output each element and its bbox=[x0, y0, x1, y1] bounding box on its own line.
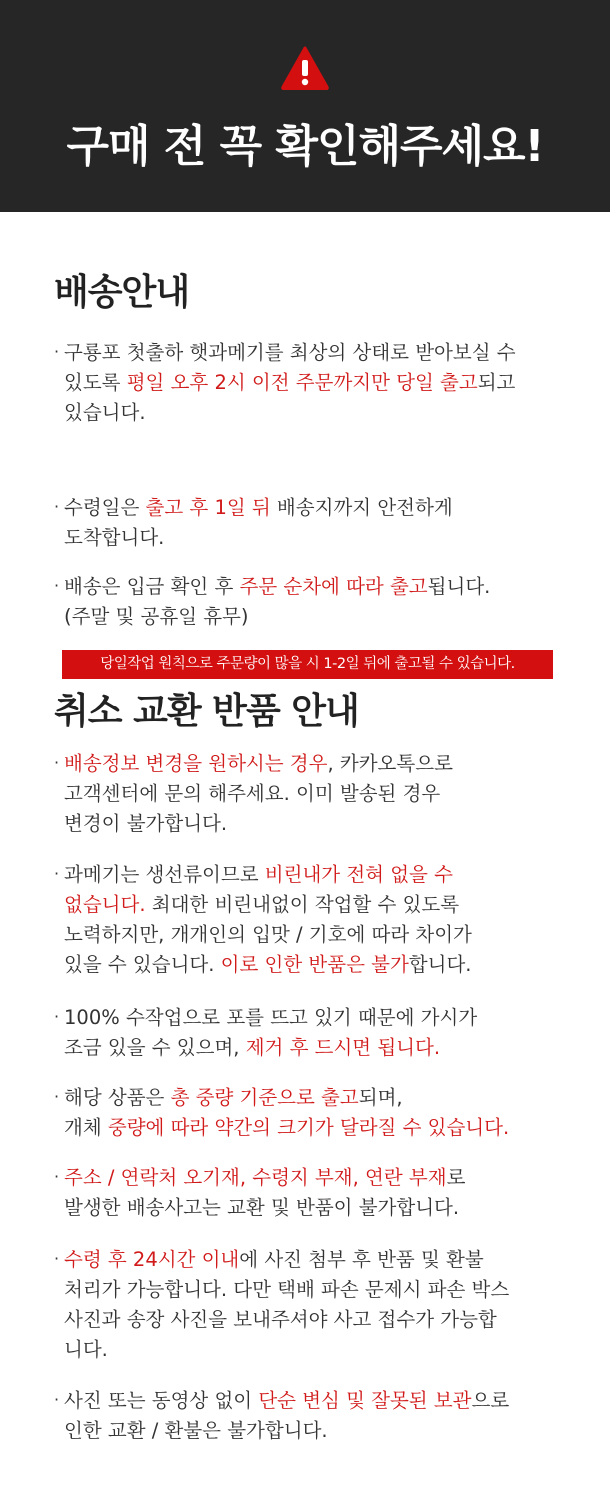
text: 수령일은 bbox=[64, 496, 146, 519]
text: 니다. bbox=[64, 1338, 108, 1361]
cancel-item-5 bbox=[54, 1163, 574, 1223]
text: 배송지까지 안전하게 bbox=[270, 496, 453, 519]
text: 100% 수작업으로 포를 뜨고 있기 때문에 가시가 bbox=[64, 1006, 478, 1029]
page-title: 구매 전 꼭 확인해주세요! bbox=[66, 121, 544, 172]
text: 되고 bbox=[477, 371, 516, 394]
text: 도착합니다. bbox=[64, 526, 165, 549]
text: 고객센터에 문의 해주세요. 이미 발송된 경우 bbox=[64, 782, 441, 805]
text: (주말 및 공휴일 휴무) bbox=[64, 605, 249, 628]
cancel-item-2 bbox=[54, 860, 574, 980]
highlight-text: 주소 / 연락처 오기재, 수령지 부재, 연란 부재 bbox=[64, 1166, 447, 1189]
text: 으로 bbox=[471, 1389, 510, 1412]
bullet: · bbox=[54, 1007, 60, 1026]
section-title-shipping: 배송안내 bbox=[54, 272, 190, 313]
highlight-text: 단순 변심 및 잘못된 보관 bbox=[258, 1389, 472, 1412]
shipping-item-3 bbox=[54, 572, 574, 632]
notice-banner: 당일작업 원칙으로 주문량이 많을 시 1-2일 뒤에 출고될 수 있습니다. bbox=[62, 650, 553, 679]
text: 최대한 비린내없이 작업할 수 있도록 bbox=[145, 893, 460, 916]
bullet: · bbox=[54, 864, 60, 883]
bullet: · bbox=[54, 497, 60, 516]
text: 됩니다. bbox=[427, 575, 491, 598]
text: 구룡포 첫출하 햇과메기를 최상의 상태로 받아보실 수 bbox=[64, 341, 516, 364]
bullet: · bbox=[54, 576, 60, 595]
bullet: · bbox=[54, 1167, 60, 1186]
text: 에 사진 첨부 후 반품 및 환불 bbox=[239, 1248, 484, 1271]
shipping-item-1 bbox=[54, 338, 574, 428]
text: 사진 또는 동영상 없이 bbox=[64, 1389, 259, 1412]
highlight-text: 수령 후 24시간 이내 bbox=[64, 1248, 240, 1271]
highlight-text: 출고 후 1일 뒤 bbox=[145, 496, 271, 519]
cancel-item-3 bbox=[54, 1003, 574, 1063]
cancel-item-4 bbox=[54, 1083, 574, 1143]
highlight-text: 비린내가 전혀 없을 수 bbox=[264, 863, 453, 886]
section-title-cancel: 취소 교환 반품 안내 bbox=[54, 691, 359, 732]
highlight-text: 이로 인한 반품은 불가 bbox=[220, 953, 409, 976]
cancel-item-1 bbox=[54, 749, 574, 839]
text: 로 bbox=[446, 1166, 466, 1189]
highlight-text: 중량에 따라 약간의 크기가 달라질 수 있습니다. bbox=[107, 1116, 510, 1139]
text: , 카카오톡으로 bbox=[327, 752, 453, 775]
text: 처리가 가능합니다. 다만 택배 파손 문제시 파손 박스 bbox=[64, 1278, 510, 1301]
bullet: · bbox=[54, 1249, 60, 1268]
header-banner bbox=[0, 0, 610, 212]
text: 변경이 불가합니다. bbox=[64, 812, 228, 835]
highlight-text: 제거 후 드시면 됩니다. bbox=[245, 1036, 441, 1059]
text: 노력하지만, 개개인의 입맛 / 기호에 따라 차이가 bbox=[64, 923, 472, 946]
highlight-text: 평일 오후 2시 이전 주문까지만 당일 출고 bbox=[126, 371, 478, 394]
shipping-item-2 bbox=[54, 493, 574, 553]
bullet: · bbox=[54, 753, 60, 772]
text: 되며, bbox=[358, 1086, 403, 1109]
text: 있을 수 있습니다. bbox=[64, 953, 221, 976]
text: 있습니다. bbox=[64, 401, 146, 424]
cancel-item-6 bbox=[54, 1245, 574, 1365]
text: 합니다. bbox=[408, 953, 472, 976]
text: 개체 bbox=[64, 1116, 108, 1139]
warning-icon bbox=[281, 46, 329, 90]
bullet: · bbox=[54, 1390, 60, 1409]
highlight-text: 없습니다. bbox=[64, 893, 146, 916]
text: 배송은 입금 확인 후 bbox=[64, 575, 240, 598]
highlight-text: 주문 순차에 따라 출고 bbox=[239, 575, 428, 598]
highlight-text: 배송정보 변경을 원하시는 경우 bbox=[64, 752, 328, 775]
cancel-item-7 bbox=[54, 1386, 574, 1446]
text: 해당 상품은 bbox=[64, 1086, 171, 1109]
text: 인한 교환 / 환불은 불가합니다. bbox=[64, 1419, 328, 1442]
text: 있도록 bbox=[64, 371, 127, 394]
text: 발생한 배송사고는 교환 및 반품이 불가합니다. bbox=[64, 1196, 460, 1219]
text: 사진과 송장 사진을 보내주셔야 사고 접수가 가능합 bbox=[64, 1308, 497, 1331]
text: 과메기는 생선류이므로 bbox=[64, 863, 265, 886]
text: 조금 있을 수 있으며, bbox=[64, 1036, 246, 1059]
highlight-text: 총 중량 기준으로 출고 bbox=[170, 1086, 359, 1109]
bullet: · bbox=[54, 1087, 60, 1106]
bullet: · bbox=[54, 342, 60, 361]
